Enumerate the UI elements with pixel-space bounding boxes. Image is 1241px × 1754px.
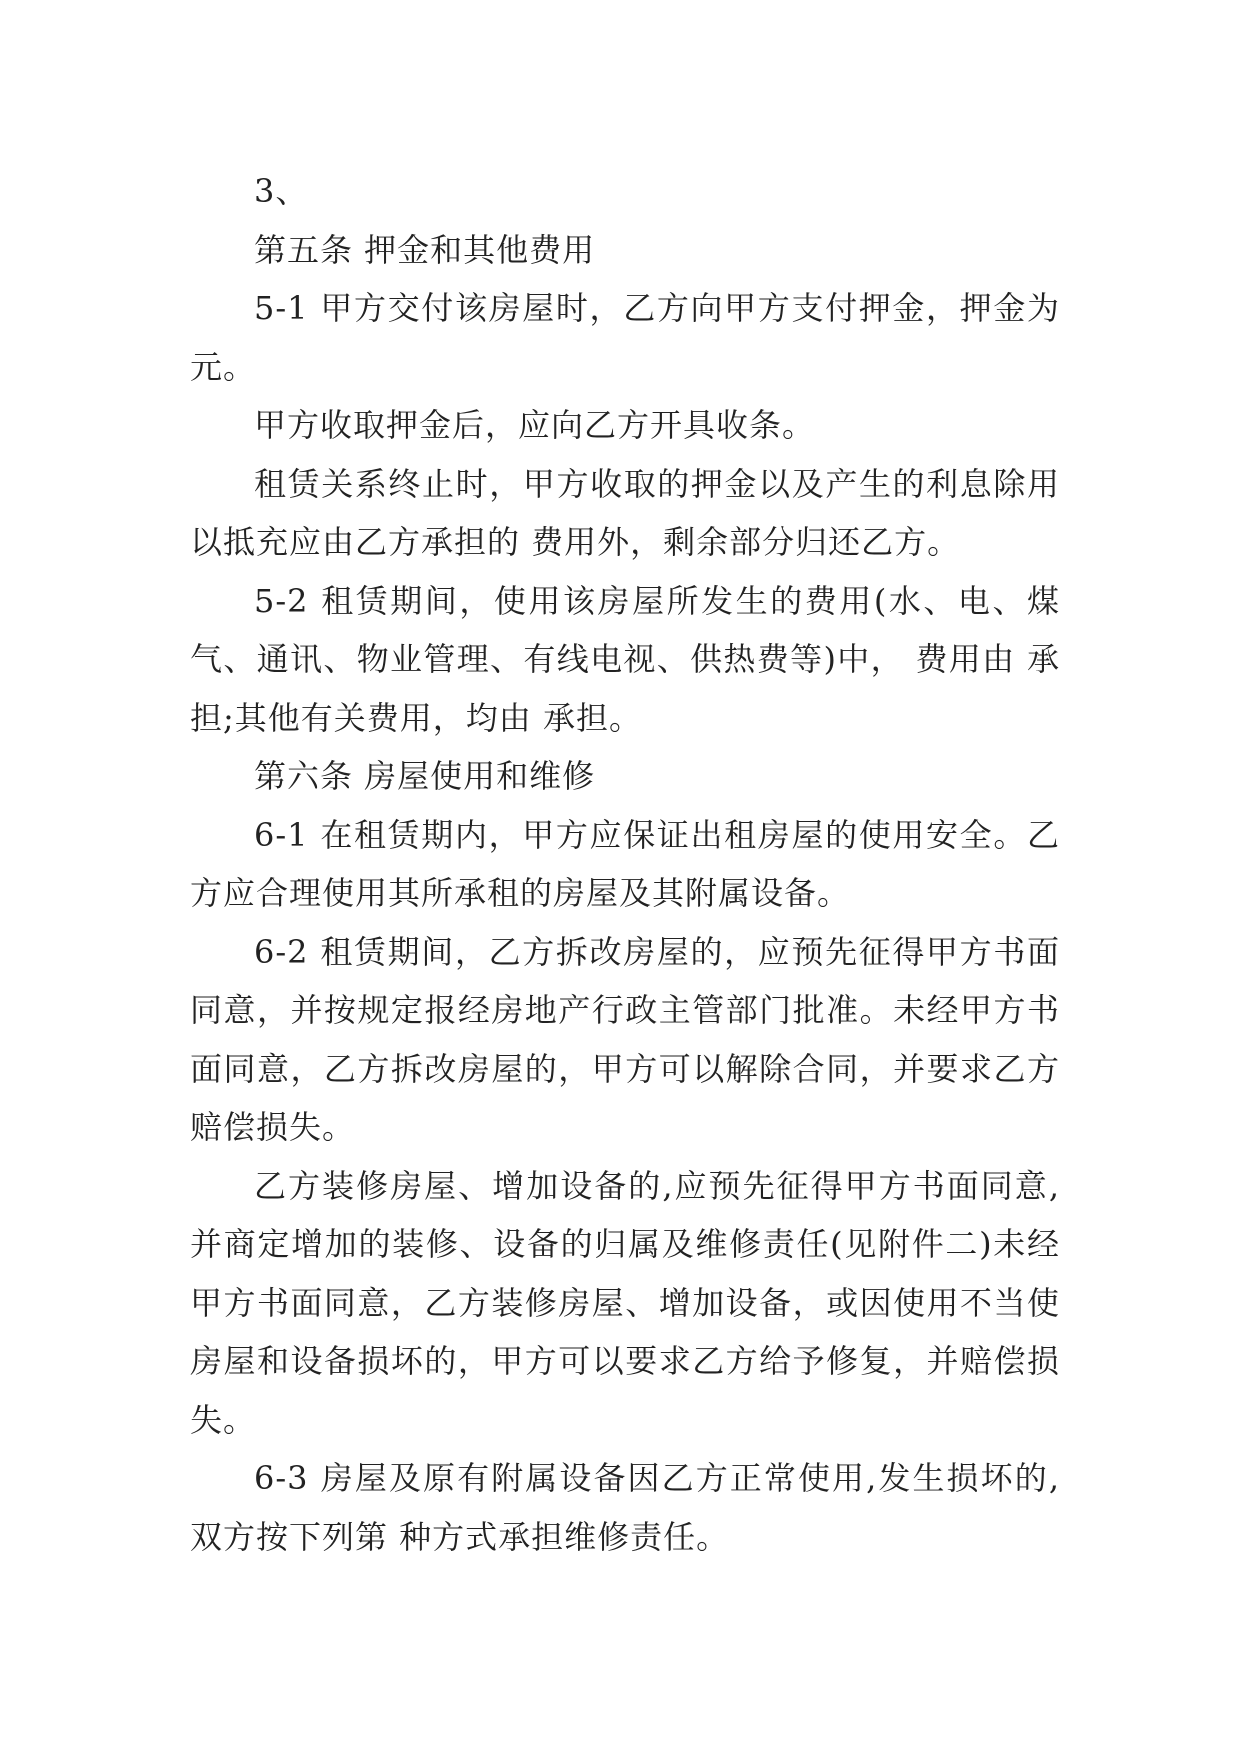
paragraph-item-number: 3、 [254,172,309,210]
paragraph-6-1: 6-1 在租赁期内，甲方应保证出租房屋的使用安全。乙方应合理使用其所承租的房屋及其附属设备。 [190,815,1060,912]
paragraph-6-3: 6-3 房屋及原有附属设备因乙方正常使用,发生损坏的,双方按下列第 种方式承担维修责任。 [190,1459,1060,1556]
paragraph-5-2: 5-2 租赁期间，使用该房屋所发生的费用(水、电、煤气、通讯、物业管理、有线电视、供热费等)中， 费用由 承担;其他有关费用，均由 承担。 [190,581,1060,737]
paragraph-deposit-return: 租赁关系终止时，甲方收取的押金以及产生的利息除用以抵充应由乙方承担的 费用外，剩余部分归还乙方。 [190,464,1060,561]
paragraph-5-1: 5-1 甲方交付该房屋时，乙方向甲方支付押金，押金为 元。 [190,289,1060,386]
paragraph-renovation: 乙方装修房屋、增加设备的,应预先征得甲方书面同意,并商定增加的装修、设备的归属及维修责任(见附件二)未经甲方书面同意，乙方装修房屋、增加设备，或因使用不当使房屋和设备损坏的，甲方可以要求乙方给予修复，并赔偿损失。 [190,1166,1060,1439]
paragraph-deposit-receipt: 甲方收取押金后，应向乙方开具收条。 [254,406,816,444]
section-heading-article-6: 第六条 房屋使用和维修 [254,757,596,795]
document-body [190,162,1060,1566]
paragraph-6-2: 6-2 租赁期间，乙方拆改房屋的，应预先征得甲方书面同意，并按规定报经房地产行政主管部门批准。未经甲方书面同意，乙方拆改房屋的，甲方可以解除合同，并要求乙方赔偿损失。 [190,932,1060,1146]
section-heading-article-5: 第五条 押金和其他费用 [254,230,596,269]
